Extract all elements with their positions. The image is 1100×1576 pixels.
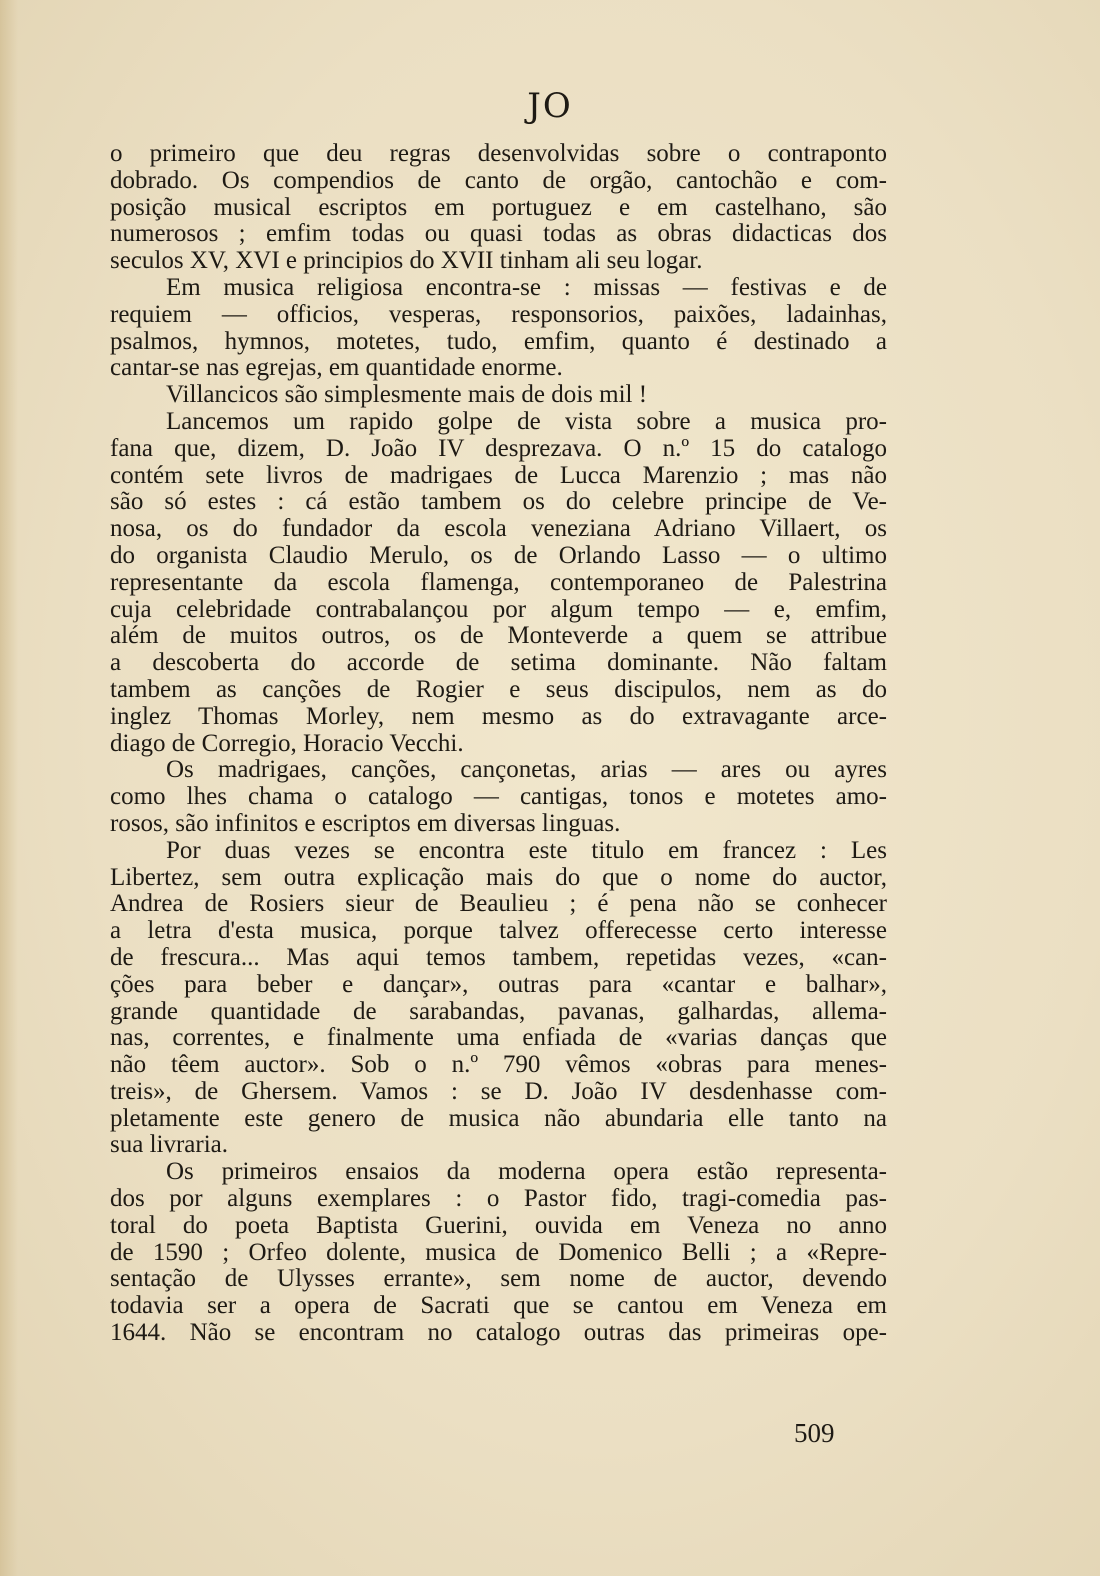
text-line: Os primeiros ensaios da moderna opera estão representa- bbox=[166, 1158, 887, 1186]
text-line: numerosos ; emfim todas ou quasi todas as obras didacticas dos bbox=[110, 220, 887, 248]
text-line: contém sete livros de madrigaes de Lucca Marenzio ; mas não bbox=[110, 461, 887, 489]
text-line: de 1590 ; Orfeo dolente, musica de Domenico Belli ; a «Repre- bbox=[110, 1238, 887, 1266]
text-line: fana que, dizem, D. João IV desprezava. O n.º 15 do catalogo bbox=[110, 434, 887, 462]
text-line: nas, correntes, e finalmente uma enfiada de «varias danças que bbox=[110, 1024, 887, 1052]
text-line: Os madrigaes, canções, cançonetas, arias — ares ou ayres bbox=[166, 756, 887, 784]
text-line: o primeiro que deu regras desenvolvidas sobre o contraponto bbox=[110, 140, 887, 167]
page-edge-shadow bbox=[0, 0, 18, 1576]
text-line: cantar-se nas egrejas, em quantidade enorme. bbox=[110, 354, 563, 382]
text-line: psalmos, hymnos, motetes, tudo, emfim, quanto é destinado a bbox=[110, 327, 887, 355]
text-line: rosos, são infinitos e escriptos em diversas linguas. bbox=[110, 809, 621, 837]
text-line: não têem auctor». Sob o n.º 790 vêmos «obras para menes- bbox=[110, 1051, 887, 1079]
text-line: são só estes : cá estão tambem os do celebre principe de Ve- bbox=[110, 488, 887, 516]
text-line: de frescura... Mas aqui temos tambem, repetidas vezes, «can- bbox=[110, 943, 887, 971]
text-line: diago de Corregio, Horacio Vecchi. bbox=[110, 729, 464, 757]
text-line: grande quantidade de sarabandas, pavanas, galhardas, allema- bbox=[110, 997, 887, 1025]
text-line: representante da escola flamenga, contemporaneo de Palestrina bbox=[110, 568, 887, 596]
running-head: JO bbox=[527, 86, 573, 126]
text-line: Villancicos são simplesmente mais de dois mil ! bbox=[166, 381, 648, 409]
text-line: sua livraria. bbox=[110, 1131, 229, 1159]
body-text bbox=[110, 141, 887, 1347]
text-line: Libertez, sem outra explicação mais do que o nome do auctor, bbox=[110, 863, 887, 891]
text-line: além de muitos outros, os de Monteverde a quem se attribue bbox=[110, 622, 887, 650]
text-line: como lhes chama o catalogo — cantigas, tonos e motetes amo- bbox=[110, 783, 887, 811]
text-line: dobrado. Os compendios de canto de orgão, cantochão e com- bbox=[110, 166, 887, 194]
text-line: pletamente este genero de musica não abundaria elle tanto na bbox=[110, 1104, 887, 1132]
text-line: a letra d'esta musica, porque talvez offerecesse certo interesse bbox=[110, 917, 887, 945]
text-line: dos por alguns exemplares : o Pastor fido, tragi-comedia pas- bbox=[110, 1185, 887, 1213]
text-line: treis», de Ghersem. Vamos : se D. João IV desdenhasse com- bbox=[110, 1077, 887, 1105]
text-line: Por duas vezes se encontra este titulo em francez : Les bbox=[166, 836, 887, 864]
text-line: sentação de Ulysses errante», sem nome de auctor, devendo bbox=[110, 1265, 887, 1293]
text-line: Lancemos um rapido golpe de vista sobre a musica pro- bbox=[166, 407, 887, 435]
text-line: Andrea de Rosiers sieur de Beaulieu ; é pena não se conhecer bbox=[110, 890, 887, 918]
text-line: ções para beber e dançar», outras para «cantar e balhar», bbox=[110, 970, 887, 998]
text-line: cuja celebridade contrabalançou por algum tempo — e, emfim, bbox=[110, 595, 887, 623]
text-line: seculos XV, XVI e principios do XVII tinham ali seu logar. bbox=[110, 247, 703, 275]
text-line: requiem — officios, vesperas, responsorios, paixões, ladainhas, bbox=[110, 300, 887, 328]
text-line: inglez Thomas Morley, nem mesmo as do extravagante arce- bbox=[110, 702, 887, 730]
text-line: posição musical escriptos em portuguez e em castelhano, são bbox=[110, 193, 887, 221]
page-number: 509 bbox=[794, 1418, 835, 1448]
text-line: nosa, os do fundador da escola veneziana Adriano Villaert, os bbox=[110, 515, 887, 543]
text-line: tambem as canções de Rogier e seus discipulos, nem as do bbox=[110, 675, 887, 703]
text-line: todavia ser a opera de Sacrati que se cantou em Veneza em bbox=[110, 1292, 887, 1320]
text-line: Em musica religiosa encontra-se : missas — festivas e de bbox=[166, 273, 887, 301]
text-line: do organista Claudio Merulo, os de Orlando Lasso — o ultimo bbox=[110, 541, 887, 569]
text-line: 1644. Não se encontram no catalogo outras das primeiras ope- bbox=[110, 1319, 887, 1347]
text-line: toral do poeta Baptista Guerini, ouvida em Veneza no anno bbox=[110, 1211, 887, 1239]
text-line: a descoberta do accorde de setima dominante. Não faltam bbox=[110, 649, 887, 677]
